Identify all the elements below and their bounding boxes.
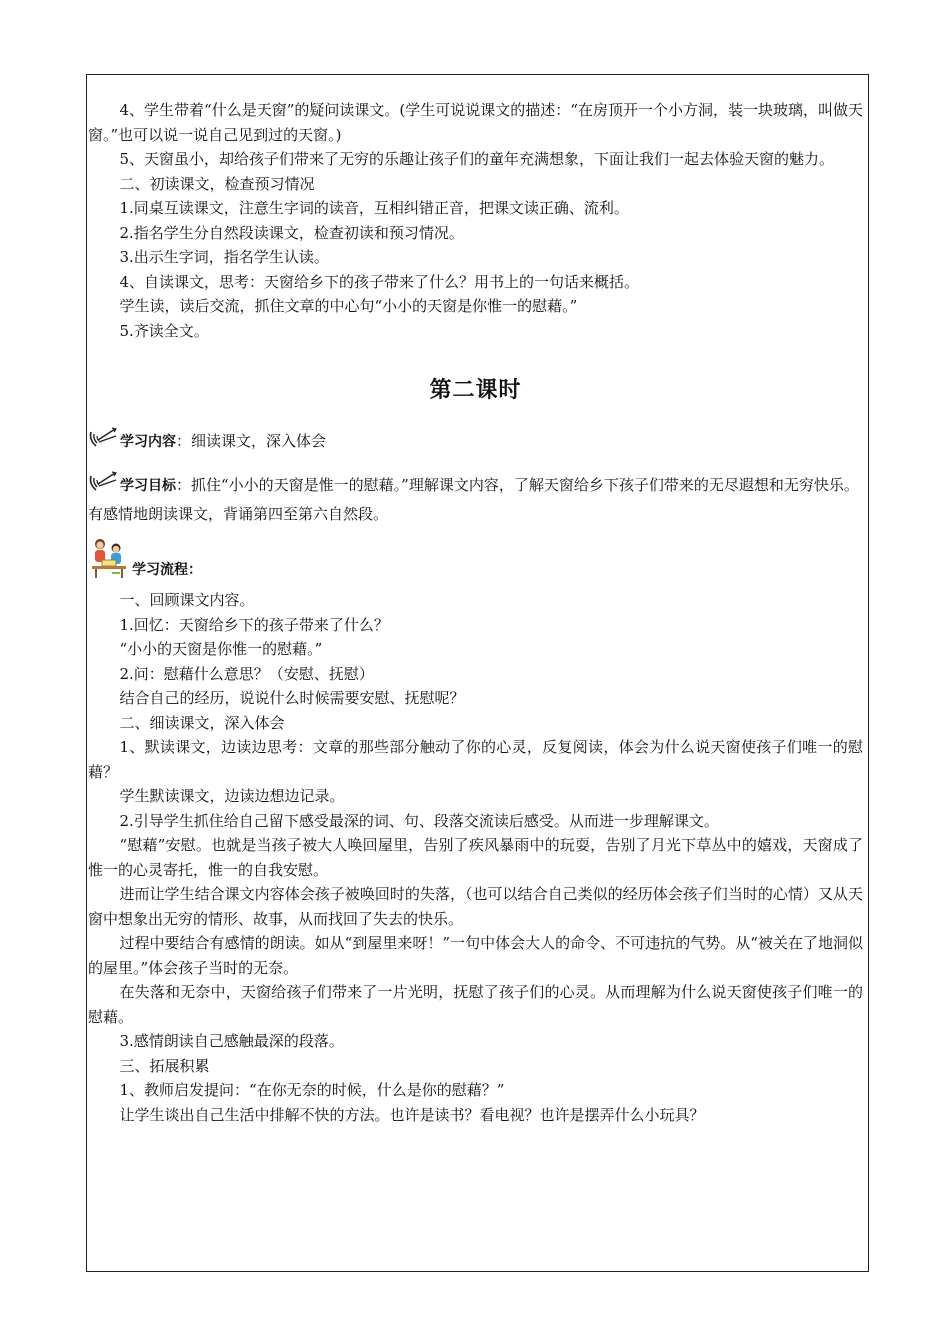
- paragraph: “小小的天窗是你惟一的慰藉。”: [119, 640, 323, 658]
- paragraph: 学生读，读后交流，抓住文章的中心句“小小的天窗是你惟一的慰藉。”: [119, 297, 578, 315]
- paragraph: 一、回顾课文内容。: [119, 591, 255, 609]
- part1-section: [88, 98, 863, 343]
- paragraph: 2.问：慰藉什么意思？（安慰、抚慰）: [119, 664, 374, 683]
- learning-process-line: [88, 536, 863, 584]
- paragraph: 进而让学生结合课文内容体会孩子被唤回时的失落，（也可以结合自己类似的经历体会孩子们当时的心情）又从天窗中想象出无穷的情形、故事，从而找回了失去的快乐。: [88, 885, 863, 928]
- learning-content-label: 学习内容: [120, 434, 176, 450]
- paragraph: 4、自读课文，思考：天窗给乡下的孩子带来了什么？用书上的一句话来概括。: [119, 272, 640, 291]
- paragraph: 二、细读课文，深入体会: [119, 713, 285, 732]
- paragraph: 1.回忆：天窗给乡下的孩子带来了什么？: [119, 615, 389, 634]
- paragraph: 3.出示生字词，指名学生认读。: [119, 248, 329, 266]
- paragraph: 在失落和无奈中，天窗给孩子们带来了一片光明，抚慰了孩子们的心灵。从而理解为什么说天窗使孩子们唯一的慰藉。: [88, 983, 863, 1026]
- paragraph: 5.齐读全文。: [119, 321, 209, 340]
- paragraph: 结合自己的经历，说说什么时候需要安慰、抚慰呢？: [119, 689, 465, 707]
- learning-content-text: ：细读课文，深入体会: [176, 432, 327, 450]
- paragraph: 3.感情朗读自己感触最深的段落。: [119, 1032, 344, 1050]
- paragraph: 5、天窗虽小，却给孩子们带来了无穷的乐趣让孩子们的童年充满想象，下面让我们一起去体验天窗的魅力。: [119, 150, 835, 168]
- paragraph: 过程中要结合有感情的朗读。如从“到屋里来呀！”一句中体会大人的命令、不可违抗的气势。从“被关在了地洞似的屋里。”体会孩子当时的无奈。: [88, 934, 863, 977]
- paragraph: 学生默读课文，边读边想边记录。: [119, 787, 345, 805]
- learning-content-line: [88, 426, 863, 456]
- paragraph: 2.指名学生分自然段读课文，检查初读和预习情况。: [119, 223, 464, 242]
- paragraph: 1、教师启发提问：“在你无奈的时候，什么是你的慰藉？”: [119, 1081, 505, 1099]
- students-reading-icon: [88, 536, 132, 580]
- dart-target-icon: [88, 470, 118, 494]
- document-body: [88, 98, 863, 1127]
- learning-goal-label: 学习目标: [120, 478, 176, 494]
- paragraph: 1、默读课文，边读边思考：文章的那些部分触动了你的心灵，反复阅读，体会为什么说天窗使孩子们唯一的慰藉？: [88, 738, 863, 781]
- lesson-title: 第二课时: [429, 378, 522, 403]
- paragraph: 4、学生带着“什么是天窗”的疑问读课文。(学生可说说课文的描述：“在房顶开一个小方洞，装一块玻璃，叫做天窗。”也可以说一说自己见到过的天窗。): [88, 101, 863, 144]
- paragraph: 让学生谈出自己生活中排解不快的方法。也许是读书？看电视？也许是摆弄什么小玩具？: [119, 1105, 705, 1124]
- paragraph: 1.同桌互读课文，注意生字词的读音，互相纠错正音，把课文读正确、流利。: [119, 199, 629, 217]
- paragraph: 二、初读课文，检查预习情况: [119, 174, 315, 193]
- learning-goal-text: ：抓住“小小的天窗是惟一的慰藉。”理解课文内容，了解天窗给乡下孩子们带来的无尽遐想和无穷快乐。有感情地朗读课文，背诵第四至第六自然段。: [88, 476, 859, 523]
- learning-process-label: 学习流程：: [132, 562, 202, 578]
- part2-section: [88, 588, 863, 1127]
- paragraph: 2.引导学生抓住给自己留下感受最深的词、句、段落交流读后感受。从而进一步理解课文。: [119, 811, 719, 830]
- learning-goal-line: [88, 470, 863, 528]
- paragraph: 三、拓展积累: [119, 1056, 210, 1075]
- paragraph: “慰藉”安慰。也就是当孩子被大人唤回屋里，告别了疾风暴雨中的玩耍，告别了月光下草丛中的嬉戏，天窗成了惟一的心灵寄托，惟一的自我安慰。: [88, 836, 863, 879]
- dart-target-icon: [88, 426, 118, 450]
